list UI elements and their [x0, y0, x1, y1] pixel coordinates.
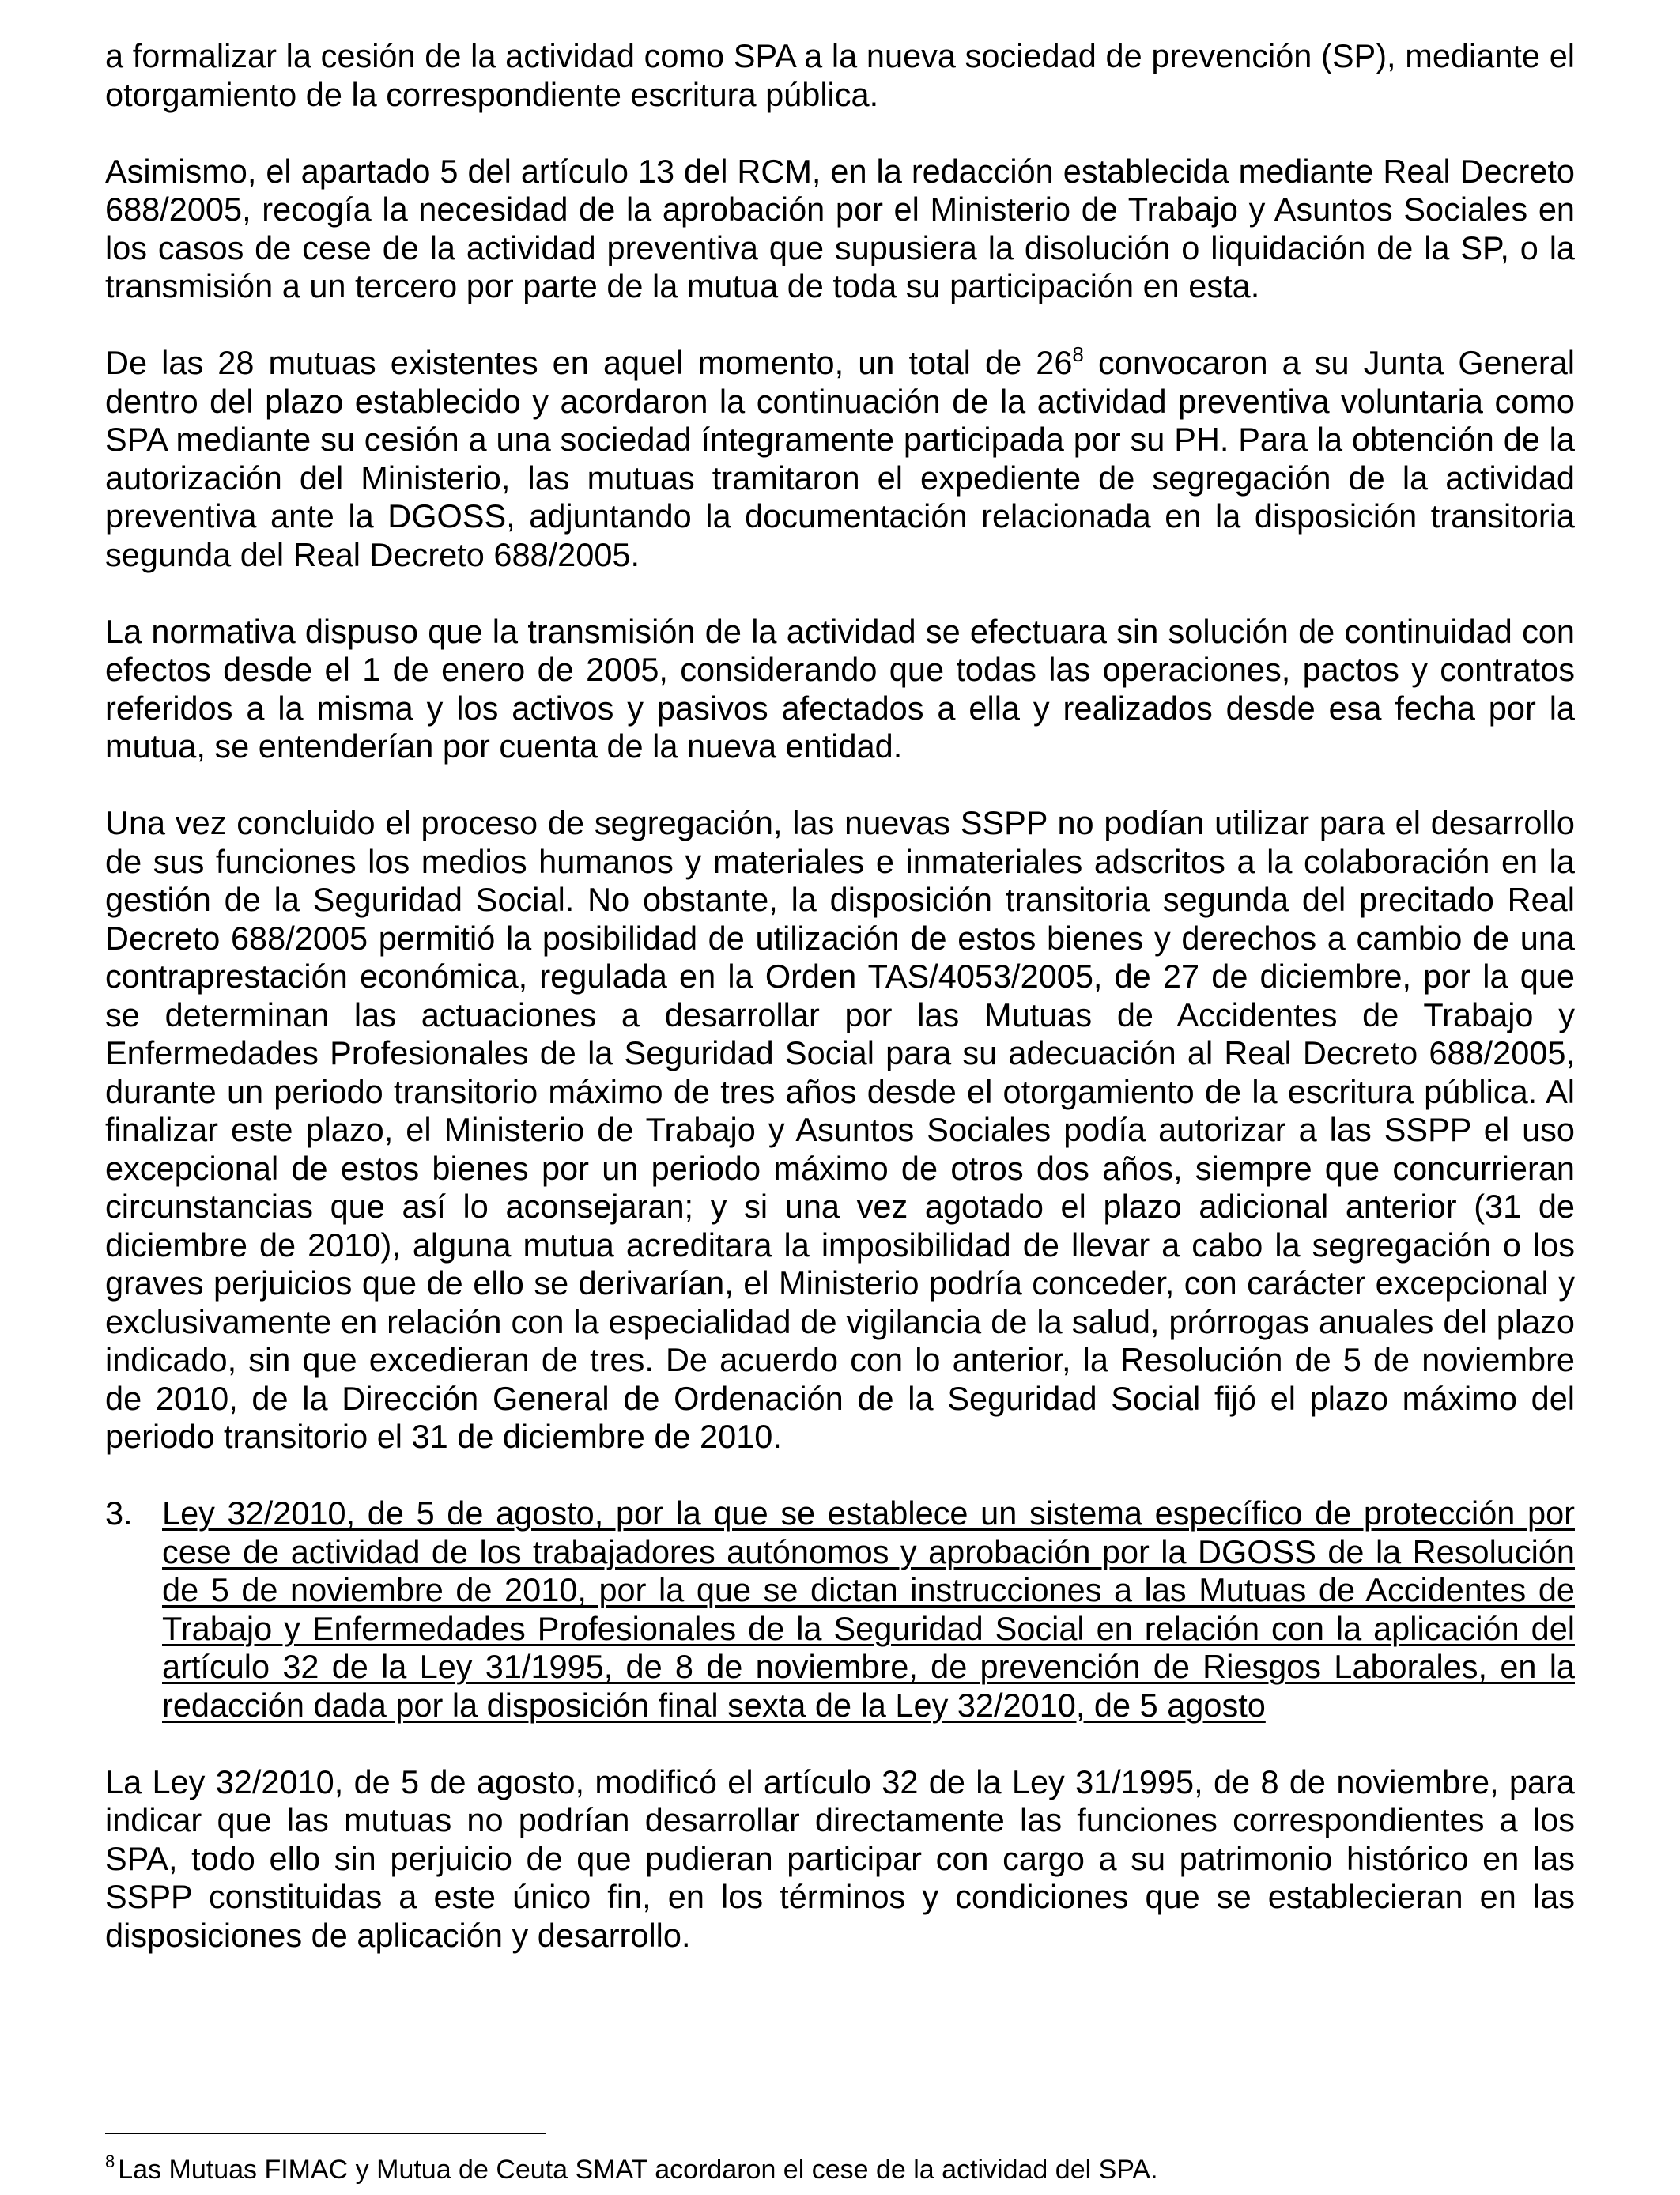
- section-heading-item: [105, 1494, 1575, 1725]
- document-body: [105, 37, 1575, 1993]
- paragraph-text-after-ref: convocaron a su Junta General dentro del plazo establecido y acordaron la continuación de la actividad preventiva voluntaria como SPA mediante su cesión a una sociedad íntegramente participada por su PH. Para la obtención de la autorización del Ministerio, las mutuas tramitaron el expediente de segregación de la actividad preventiva ante la DGOSS, adjuntando la documentación relacionada en la disposición transitoria segunda del Real Decreto 688/2005.: [105, 344, 1575, 573]
- paragraph-periodo-transitorio: Una vez concluido el proceso de segregación, las nuevas SSPP no podían utilizar para el desarrollo de sus funciones los medios humanos y materiales e inmateriales adscritos a la colaboración en la gestión de la Seguridad Social. No obstante, la disposición transitoria segunda del precitado Real Decreto 688/2005 permitió la posibilidad de utilización de estos bienes y derechos a cambio de una contraprestación económica, regulada en la Orden TAS/4053/2005, de 27 de diciembre, por la que se determinan las actuaciones a desarrollar por las Mutuas de Accidentes de Trabajo y Enfermedades Profesionales de la Seguridad Social para su adecuación al Real Decreto 688/2005, durante un periodo transitorio máximo de tres años desde el otorgamiento de la escritura pública. Al finalizar este plazo, el Ministerio de Trabajo y Asuntos Sociales podía autorizar a las SSPP el uso excepcional de estos bienes por un periodo máximo de otros dos años, siempre que concurrieran circunstancias que así lo aconsejaran; y si una vez agotado el plazo adicional anterior (31 de diciembre de 2010), alguna mutua acreditara la imposibilidad de llevar a cabo la segregación o los graves perjuicios que de ello se derivarían, el Ministerio podría conceder, con carácter excepcional y exclusivamente en relación con la especialidad de vigilancia de la salud, prórrogas anuales del plazo indicado, sin que excedieran de tres. De acuerdo con lo anterior, la Resolución de 5 de noviembre de 2010, de la Dirección General de Ordenación de la Seguridad Social fijó el plazo máximo del periodo transitorio el 31 de diciembre de 2010.: [105, 804, 1575, 1455]
- paragraph-rcm-articulo-13: Asimismo, el apartado 5 del artículo 13 del RCM, en la redacción establecida mediante Real Decreto 688/2005, recogía la necesidad de la aprobación por el Ministerio de Trabajo y Asuntos Sociales en los casos de cese de la actividad preventiva que supusiera la disolución o liquidación de la SP, o la transmisión a un tercero por parte de la mutua de toda su participación en esta.: [105, 152, 1575, 304]
- paragraph-text-before-ref: De las 28 mutuas existentes en aquel momento, un total de 26: [105, 344, 1073, 381]
- section-number: 3.: [105, 1494, 133, 1532]
- footnote: [105, 2154, 1158, 2186]
- footnote-separator: [105, 2133, 546, 2134]
- paragraph-mutuas-segregacion: [105, 344, 1575, 574]
- section-heading: Ley 32/2010, de 5 de agosto, por la que se establece un sistema específico de protección por cese de actividad de los trabajadores autónomos y aprobación por la DGOSS de la Resolución de 5 de noviembre de 2010, por la que se dictan instrucciones a las Mutuas de Accidentes de Trabajo y Enfermedades Profesionales de la Seguridad Social en relación con la aplicación del artículo 32 de la Ley 31/1995, de 8 de noviembre, de prevención de Riesgos Laborales, en la redacción dada por la disposición final sexta de la Ley 32/2010, de 5 agosto: [162, 1494, 1575, 1724]
- footnote-reference[interactable]: 8: [1072, 342, 1084, 366]
- footnote-number: 8: [105, 2152, 115, 2171]
- paragraph-transmision-actividad: La normativa dispuso que la transmisión de la actividad se efectuara sin solución de continuidad con efectos desde el 1 de enero de 2005, considerando que todas las operaciones, pactos y contratos referidos a la misma y los activos y pasivos afectados a ella y realizados desde esa fecha por la mutua, se entenderían por cuenta de la nueva entidad.: [105, 612, 1575, 765]
- footnote-text: Las Mutuas FIMAC y Mutua de Ceuta SMAT acordaron el cese de la actividad del SPA.: [118, 2155, 1158, 2185]
- paragraph-cesion-spa: a formalizar la cesión de la actividad como SPA a la nueva sociedad de prevención (SP), mediante el otorgamiento de la correspondiente escritura pública.: [105, 37, 1575, 113]
- paragraph-ley-32-2010: La Ley 32/2010, de 5 de agosto, modificó el artículo 32 de la Ley 31/1995, de 8 de noviembre, para indicar que las mutuas no podrían desarrollar directamente las funciones correspondientes a los SPA, todo ello sin perjuicio de que pudieran participar con cargo a su patrimonio histórico en las SSPP constituidas a este único fin, en los términos y condiciones que se establecieran en las disposiciones de aplicación y desarrollo.: [105, 1762, 1575, 1954]
